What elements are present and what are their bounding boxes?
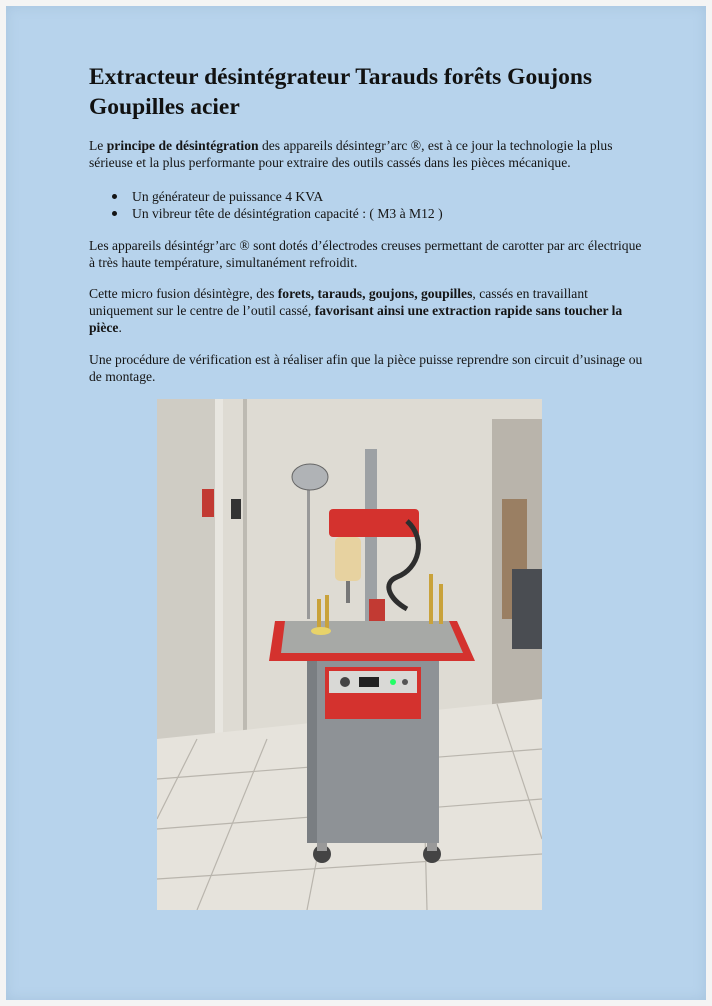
switch-icon xyxy=(402,679,408,685)
indicator-icon xyxy=(390,679,396,685)
intro-prefix: Le xyxy=(89,138,107,153)
column-base xyxy=(369,599,385,621)
intro-suffix: des appareils désintegr’arc ®, est à ce jour la technologie la plus sérieuse et la plus performante pour extraire des outils cassés dans les pièces mécanique. xyxy=(89,138,613,170)
display-icon xyxy=(359,677,379,687)
tool-holder xyxy=(311,627,331,635)
fusion-text-2: , cassés en travaillant uniquement sur le centre de l’outil cassé, xyxy=(89,286,588,318)
wheel-mount xyxy=(317,843,327,851)
lamp-icon xyxy=(292,464,328,490)
tool xyxy=(317,599,321,629)
verification-paragraph: Une procédure de vérification est à réaliser afin que la pièce puisse reprendre son circuit d’usinage ou de montage. xyxy=(89,352,643,384)
fusion-text-3: . xyxy=(118,320,122,335)
feature-item xyxy=(108,188,443,205)
control-knob-icon xyxy=(340,677,350,687)
wall-panel xyxy=(157,399,217,769)
intro-bold: principe de désintégration xyxy=(106,138,259,153)
wall-edge xyxy=(243,399,247,759)
bullet-icon xyxy=(112,211,117,216)
fusion-bold-2: favorisant ainsi une extraction rapide sans toucher la pièce xyxy=(89,303,623,335)
cabinet-edge xyxy=(307,661,317,843)
tool xyxy=(429,574,433,624)
wall-box-red xyxy=(202,489,214,517)
tool xyxy=(439,584,443,624)
intro-paragraph xyxy=(89,137,649,171)
wheel-mount xyxy=(427,843,437,851)
bullet-icon xyxy=(112,194,117,199)
fusion-paragraph xyxy=(89,285,649,336)
pipe xyxy=(215,399,223,769)
machine-illustration xyxy=(157,399,542,910)
feature-item xyxy=(108,205,443,222)
feature-text: Un générateur de puissance 4 KVA xyxy=(132,189,324,204)
feature-list xyxy=(108,188,443,222)
electrode-paragraph: Les appareils désintégr’arc ® sont dotés d’électrodes creuses permettant de carotter par arc électrique à très haute température, simultanément refroidit. xyxy=(89,238,642,270)
machine-photo xyxy=(157,399,542,910)
tool xyxy=(325,595,329,629)
lamp-pole xyxy=(307,479,310,619)
chair xyxy=(512,569,542,649)
disintegration-head xyxy=(335,537,361,581)
fusion-bold-1: forets, tarauds, goujons, goupilles xyxy=(277,286,473,301)
tray-surface xyxy=(281,621,463,653)
fusion-text-1: Cette micro fusion désintègre, des xyxy=(89,286,278,301)
electrode xyxy=(346,581,350,603)
document-title: Extracteur désintégrateur Tarauds forêts Goujons Goupilles acier xyxy=(89,64,593,120)
wall-box-dark xyxy=(231,499,241,519)
feature-text: Un vibreur tête de désintégration capacité : ( M3 à M12 ) xyxy=(132,206,443,221)
